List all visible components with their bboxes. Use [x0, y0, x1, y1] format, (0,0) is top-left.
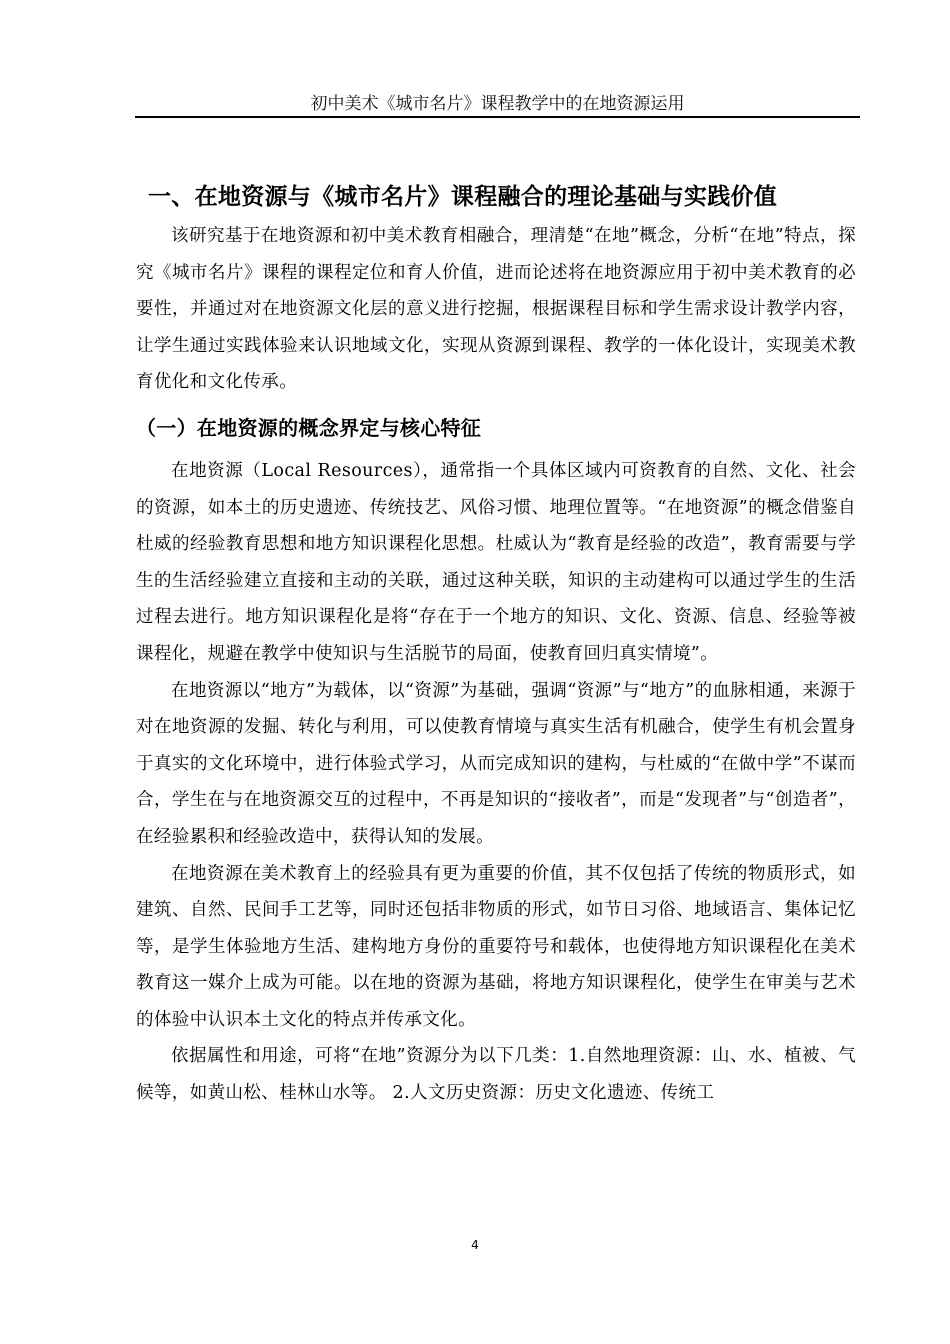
subsection-heading: （一）在地资源的概念界定与核心特征 — [136, 415, 482, 440]
running-header: 初中美术《城市名片》课程教学中的在地资源运用 — [310, 94, 685, 114]
page-number: 4 — [471, 1238, 479, 1252]
body-paragraph: 在地资源以“地方”为载体，以“资源”为基础，强调“资源”与“地方”的血脉相通，来源于对在地资源的发掘、转化与利用，可以使教育情境与真实生活有机融合，使学生有机会置身于真实的文化环境中，进行体验式学习，从而完成知识的建构，与杜威的“在做中学”不谋而合，学生在与在地资源交互的过程中，不再是知识的“接收者”，而是“发现者”与“创造者”，在经验累积和经验改造中，获得认知的发展。 — [136, 680, 856, 847]
section-heading: 一、在地资源与《城市名片》课程融合的理论基础与实践价值 — [148, 184, 778, 210]
header-rule — [135, 116, 860, 118]
section-intro-paragraph: 该研究基于在地资源和初中美术教育相融合，理清楚“在地”概念，分析“在地”特点，探究《城市名片》课程的课程定位和育人价值，进而论述将在地资源应用于初中美术教育的必要性，并通过对在地资源文化层的意义进行挖掘，根据课程目标和学生需求设计教学内容，让学生通过实践体验来认识地域文化，实现从资源到课程、教学的一体化设计，实现美术教育优化和文化传承。 — [136, 226, 856, 393]
body-paragraph: 在地资源（Local Resources），通常指一个具体区域内可资教育的自然、文化、社会的资源，如本土的历史遗迹、传统技艺、风俗习惯、地理位置等。“在地资源”的概念借鉴自杜威的经验教育思想和地方知识课程化思想。杜威认为“教育是经验的改造”，教育需要与学生的生活经验建立直接和主动的关联，通过这种关联，知识的主动建构可以通过学生的生活过程去进行。地方知识课程化是将“存在于一个地方的知识、文化、资源、信息、经验等被课程化，规避在教学中使知识与生活脱节的局面，使教育回归真实情境”。 — [136, 460, 856, 664]
body-paragraph: 在地资源在美术教育上的经验具有更为重要的价值，其不仅包括了传统的物质形式，如建筑、自然、民间手工艺等，同时还包括非物质的形式，如节日习俗、地域语言、集体记忆等，是学生体验地方生活、建构地方身份的重要符号和载体，也使得地方知识课程化在美术教育这一媒介上成为可能。以在地的资源为基础，将地方知识课程化，使学生在审美与艺术的体验中认识本土文化的特点并传承文化。 — [136, 863, 856, 1030]
page-body — [136, 180, 856, 1112]
body-paragraph: 依据属性和用途，可将“在地”资源分为以下几类：1.自然地理资源：山、水、植被、气候等，如黄山松、桂林山水等。 2.人文历史资源：历史文化遗迹、传统工 — [136, 1046, 856, 1104]
